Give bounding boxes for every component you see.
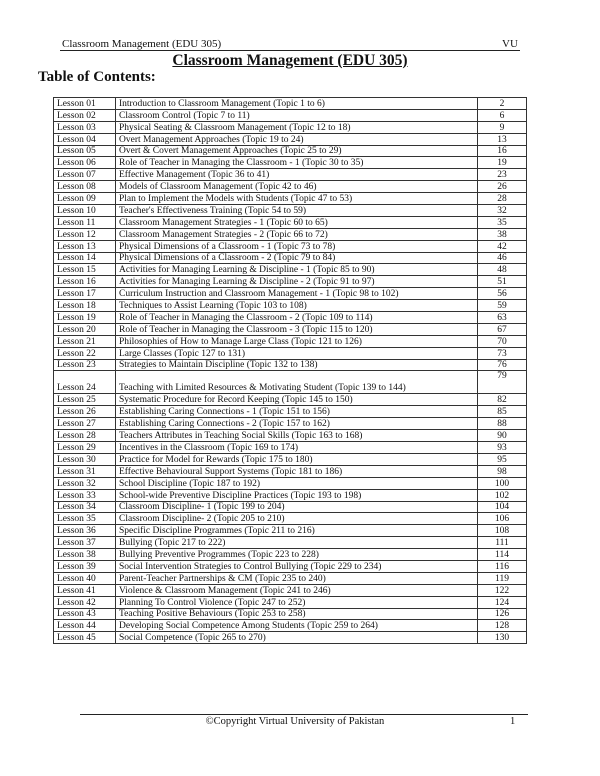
toc-page-number: 82 <box>478 394 527 406</box>
toc-lesson-topic: Techniques to Assist Learning (Topic 103 to 108) <box>116 300 478 312</box>
toc-row <box>54 216 527 228</box>
toc-lesson-topic: Systematic Procedure for Record Keeping (Topic 145 to 150) <box>116 394 478 406</box>
toc-page-number: 28 <box>478 193 527 205</box>
toc-lesson-number: Lesson 04 <box>54 133 116 145</box>
toc-lesson-topic: Physical Dimensions of a Classroom - 1 (Topic 73 to 78) <box>116 240 478 252</box>
toc-lesson-number: Lesson 14 <box>54 252 116 264</box>
toc-row <box>54 572 527 584</box>
toc-lesson-number: Lesson 38 <box>54 549 116 561</box>
toc-lesson-number: Lesson 44 <box>54 620 116 632</box>
toc-lesson-topic: Bullying Preventive Programmes (Topic 223 to 228) <box>116 549 478 561</box>
toc-lesson-number: Lesson 29 <box>54 442 116 454</box>
toc-row <box>54 359 527 371</box>
toc-lesson-topic: Introduction to Classroom Management (Topic 1 to 6) <box>116 98 478 110</box>
toc-row <box>54 288 527 300</box>
header-divider <box>60 50 520 51</box>
toc-lesson-topic: Social Competence (Topic 265 to 270) <box>116 632 478 644</box>
toc-lesson-topic: Bullying (Topic 217 to 222) <box>116 537 478 549</box>
toc-lesson-topic: Developing Social Competence Among Students (Topic 259 to 264) <box>116 620 478 632</box>
toc-lesson-topic: Classroom Management Strategies - 2 (Topic 66 to 72) <box>116 228 478 240</box>
toc-page-number: 73 <box>478 347 527 359</box>
toc-lesson-number: Lesson 26 <box>54 406 116 418</box>
toc-page-number: 88 <box>478 418 527 430</box>
toc-row <box>54 252 527 264</box>
toc-page-number: 100 <box>478 477 527 489</box>
toc-row <box>54 98 527 110</box>
toc-page-number: 98 <box>478 465 527 477</box>
toc-lesson-topic: Physical Dimensions of a Classroom - 2 (Topic 79 to 84) <box>116 252 478 264</box>
toc-heading: Table of Contents: <box>38 69 156 85</box>
toc-lesson-number: Lesson 22 <box>54 347 116 359</box>
toc-page-number: 122 <box>478 584 527 596</box>
toc-page-number: 76 <box>478 359 527 371</box>
toc-page-number: 93 <box>478 442 527 454</box>
toc-page-number: 16 <box>478 145 527 157</box>
toc-lesson-topic: Teacher's Effectiveness Training (Topic 54 to 59) <box>116 205 478 217</box>
toc-row <box>54 560 527 572</box>
toc-lesson-topic: Incentives in the Classroom (Topic 169 to 174) <box>116 442 478 454</box>
toc-lesson-topic: Overt Management Approaches (Topic 19 to 24) <box>116 133 478 145</box>
toc-page-number: 32 <box>478 205 527 217</box>
toc-row <box>54 513 527 525</box>
toc-page-number: 48 <box>478 264 527 276</box>
toc-row <box>54 121 527 133</box>
toc-row <box>54 418 527 430</box>
toc-row <box>54 228 527 240</box>
toc-row <box>54 477 527 489</box>
toc-row <box>54 489 527 501</box>
toc-lesson-topic: School-wide Preventive Discipline Practices (Topic 193 to 198) <box>116 489 478 501</box>
toc-lesson-topic: Planning To Control Violence (Topic 247 to 252) <box>116 596 478 608</box>
toc-lesson-number: Lesson 05 <box>54 145 116 157</box>
toc-page-number: 119 <box>478 572 527 584</box>
toc-lesson-number: Lesson 42 <box>54 596 116 608</box>
toc-lesson-topic: Strategies to Maintain Discipline (Topic 132 to 138) <box>116 359 478 371</box>
toc-page-number: 67 <box>478 323 527 335</box>
toc-lesson-topic: Role of Teacher in Managing the Classroom - 2 (Topic 109 to 114) <box>116 312 478 324</box>
toc-lesson-topic: Overt & Covert Management Approaches (Topic 25 to 29) <box>116 145 478 157</box>
toc-page-number: 108 <box>478 525 527 537</box>
toc-lesson-number: Lesson 08 <box>54 181 116 193</box>
footer-page-number: 1 <box>510 716 516 727</box>
toc-page-number: 56 <box>478 288 527 300</box>
toc-row <box>54 169 527 181</box>
toc-lesson-topic: Physical Seating & Classroom Management (Topic 12 to 18) <box>116 121 478 133</box>
toc-lesson-topic: School Discipline (Topic 187 to 192) <box>116 477 478 489</box>
toc-page-number: 19 <box>478 157 527 169</box>
toc-page-number: 104 <box>478 501 527 513</box>
toc-page-number: 9 <box>478 121 527 133</box>
toc-page-number: 38 <box>478 228 527 240</box>
toc-page-number: 95 <box>478 453 527 465</box>
toc-lesson-topic: Classroom Management Strategies - 1 (Topic 60 to 65) <box>116 216 478 228</box>
toc-page-number: 13 <box>478 133 527 145</box>
toc-page-number: 79 <box>478 371 527 394</box>
toc-lesson-topic: Classroom Discipline- 2 (Topic 205 to 210) <box>116 513 478 525</box>
toc-lesson-topic: Activities for Managing Learning & Discipline - 1 (Topic 85 to 90) <box>116 264 478 276</box>
toc-row <box>54 584 527 596</box>
toc-lesson-topic: Parent-Teacher Partnerships & CM (Topic 235 to 240) <box>116 572 478 584</box>
toc-lesson-number: Lesson 30 <box>54 453 116 465</box>
toc-page-number: 130 <box>478 632 527 644</box>
toc-row <box>54 371 527 394</box>
toc-row <box>54 205 527 217</box>
footer-copyright: ©Copyright Virtual University of Pakistan <box>205 716 385 727</box>
toc-lesson-number: Lesson 20 <box>54 323 116 335</box>
toc-row <box>54 312 527 324</box>
toc-page-number: 70 <box>478 335 527 347</box>
toc-lesson-number: Lesson 35 <box>54 513 116 525</box>
toc-lesson-topic: Models of Classroom Management (Topic 42 to 46) <box>116 181 478 193</box>
toc-page-number: 42 <box>478 240 527 252</box>
toc-table <box>53 97 527 644</box>
toc-lesson-topic: Classroom Discipline- 1 (Topic 199 to 204) <box>116 501 478 513</box>
header-course-name: Classroom Management (EDU 305) <box>62 38 222 50</box>
toc-page-number: 126 <box>478 608 527 620</box>
toc-row <box>54 406 527 418</box>
toc-lesson-number: Lesson 40 <box>54 572 116 584</box>
toc-lesson-number: Lesson 25 <box>54 394 116 406</box>
toc-row <box>54 525 527 537</box>
toc-page-number: 102 <box>478 489 527 501</box>
toc-lesson-number: Lesson 39 <box>54 560 116 572</box>
document-title: Classroom Management (EDU 305) <box>172 52 408 69</box>
toc-lesson-number: Lesson 33 <box>54 489 116 501</box>
toc-lesson-number: Lesson 43 <box>54 608 116 620</box>
toc-lesson-number: Lesson 36 <box>54 525 116 537</box>
toc-page-number: 106 <box>478 513 527 525</box>
toc-lesson-number: Lesson 13 <box>54 240 116 252</box>
toc-row <box>54 300 527 312</box>
toc-lesson-topic: Role of Teacher in Managing the Classroom - 3 (Topic 115 to 120) <box>116 323 478 335</box>
toc-row <box>54 501 527 513</box>
toc-row <box>54 394 527 406</box>
toc-lesson-topic: Philosophies of How to Manage Large Class (Topic 121 to 126) <box>116 335 478 347</box>
toc-row <box>54 193 527 205</box>
toc-lesson-topic: Effective Management (Topic 36 to 41) <box>116 169 478 181</box>
toc-row <box>54 632 527 644</box>
toc-row <box>54 465 527 477</box>
toc-lesson-number: Lesson 01 <box>54 98 116 110</box>
toc-page-number: 111 <box>478 537 527 549</box>
toc-lesson-number: Lesson 31 <box>54 465 116 477</box>
toc-lesson-number: Lesson 12 <box>54 228 116 240</box>
toc-page-number: 23 <box>478 169 527 181</box>
toc-page-number: 128 <box>478 620 527 632</box>
toc-page-number: 2 <box>478 98 527 110</box>
toc-row <box>54 181 527 193</box>
toc-lesson-number: Lesson 03 <box>54 121 116 133</box>
toc-page-number: 46 <box>478 252 527 264</box>
toc-lesson-topic: Curriculum Instruction and Classroom Management - 1 (Topic 98 to 102) <box>116 288 478 300</box>
toc-row <box>54 240 527 252</box>
toc-row <box>54 549 527 561</box>
toc-lesson-number: Lesson 06 <box>54 157 116 169</box>
toc-page-number: 35 <box>478 216 527 228</box>
toc-page-number: 63 <box>478 312 527 324</box>
toc-lesson-topic: Teaching Positive Behaviours (Topic 253 to 258) <box>116 608 478 620</box>
toc-lesson-number: Lesson 18 <box>54 300 116 312</box>
toc-row <box>54 133 527 145</box>
toc-lesson-topic: Role of Teacher in Managing the Classroom - 1 (Topic 30 to 35) <box>116 157 478 169</box>
toc-lesson-topic: Large Classes (Topic 127 to 131) <box>116 347 478 359</box>
toc-lesson-number: Lesson 09 <box>54 193 116 205</box>
toc-lesson-number: Lesson 41 <box>54 584 116 596</box>
toc-row <box>54 537 527 549</box>
toc-lesson-topic: Effective Behavioural Support Systems (Topic 181 to 186) <box>116 465 478 477</box>
toc-page-number: 6 <box>478 109 527 121</box>
toc-row <box>54 145 527 157</box>
toc-page-number: 51 <box>478 276 527 288</box>
toc-lesson-number: Lesson 27 <box>54 418 116 430</box>
toc-row <box>54 157 527 169</box>
toc-lesson-topic: Teachers Attributes in Teaching Social Skills (Topic 163 to 168) <box>116 430 478 442</box>
toc-lesson-number: Lesson 32 <box>54 477 116 489</box>
toc-lesson-topic: Activities for Managing Learning & Discipline - 2 (Topic 91 to 97) <box>116 276 478 288</box>
toc-row <box>54 347 527 359</box>
toc-row <box>54 323 527 335</box>
toc-lesson-topic: Practice for Model for Rewards (Topic 175 to 180) <box>116 453 478 465</box>
toc-page-number: 116 <box>478 560 527 572</box>
toc-table-body <box>54 98 527 644</box>
toc-lesson-topic: Teaching with Limited Resources & Motivating Student (Topic 139 to 144) <box>116 371 478 394</box>
toc-lesson-number: Lesson 15 <box>54 264 116 276</box>
toc-lesson-topic: Social Intervention Strategies to Control Bullying (Topic 229 to 234) <box>116 560 478 572</box>
toc-row <box>54 620 527 632</box>
toc-page-number: 90 <box>478 430 527 442</box>
toc-page-number: 124 <box>478 596 527 608</box>
toc-lesson-number: Lesson 17 <box>54 288 116 300</box>
toc-lesson-number: Lesson 11 <box>54 216 116 228</box>
toc-row <box>54 596 527 608</box>
toc-row <box>54 608 527 620</box>
toc-lesson-topic: Establishing Caring Connections - 1 (Topic 151 to 156) <box>116 406 478 418</box>
toc-lesson-number: Lesson 28 <box>54 430 116 442</box>
toc-lesson-number: Lesson 19 <box>54 312 116 324</box>
toc-lesson-number: Lesson 10 <box>54 205 116 217</box>
toc-row <box>54 442 527 454</box>
toc-lesson-number: Lesson 37 <box>54 537 116 549</box>
toc-lesson-number: Lesson 24 <box>54 371 116 394</box>
toc-row <box>54 276 527 288</box>
toc-lesson-topic: Plan to Implement the Models with Students (Topic 47 to 53) <box>116 193 478 205</box>
toc-lesson-number: Lesson 34 <box>54 501 116 513</box>
toc-lesson-topic: Establishing Caring Connections - 2 (Topic 157 to 162) <box>116 418 478 430</box>
footer-divider <box>80 714 528 715</box>
header-institution: VU <box>502 38 518 50</box>
toc-lesson-number: Lesson 02 <box>54 109 116 121</box>
toc-page-number: 85 <box>478 406 527 418</box>
toc-lesson-number: Lesson 21 <box>54 335 116 347</box>
toc-row <box>54 264 527 276</box>
toc-lesson-number: Lesson 16 <box>54 276 116 288</box>
toc-page-number: 59 <box>478 300 527 312</box>
toc-row <box>54 335 527 347</box>
toc-row <box>54 430 527 442</box>
toc-row <box>54 109 527 121</box>
toc-lesson-topic: Classroom Control (Topic 7 to 11) <box>116 109 478 121</box>
toc-row <box>54 453 527 465</box>
toc-page-number: 114 <box>478 549 527 561</box>
toc-lesson-number: Lesson 07 <box>54 169 116 181</box>
toc-lesson-number: Lesson 45 <box>54 632 116 644</box>
toc-lesson-topic: Specific Discipline Programmes (Topic 211 to 216) <box>116 525 478 537</box>
toc-page-number: 26 <box>478 181 527 193</box>
toc-lesson-topic: Violence & Classroom Management (Topic 241 to 246) <box>116 584 478 596</box>
toc-lesson-number: Lesson 23 <box>54 359 116 371</box>
